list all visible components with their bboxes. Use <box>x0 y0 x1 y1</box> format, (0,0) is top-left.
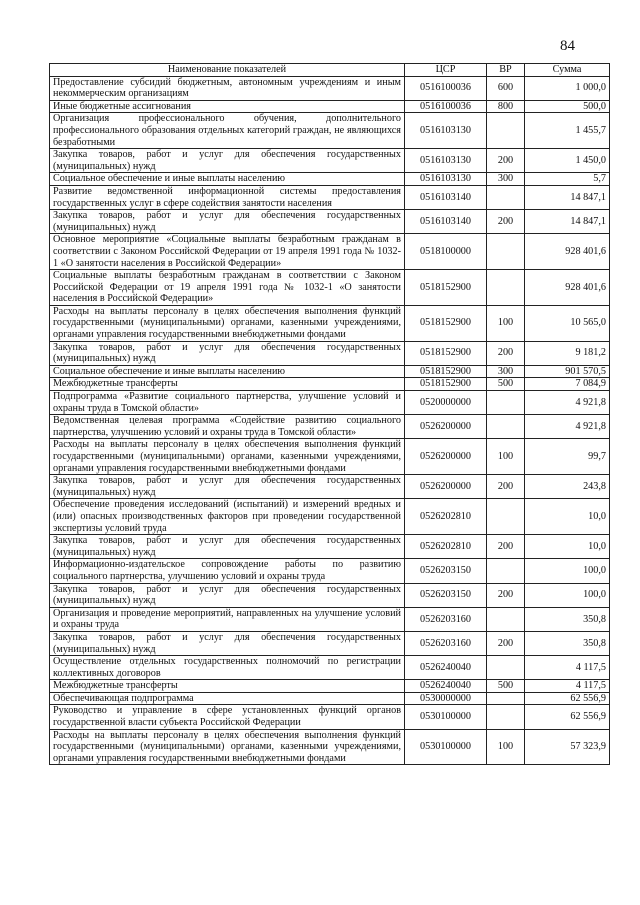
cell-sum: 10 565,0 <box>525 305 610 341</box>
cell-sum: 57 323,9 <box>525 729 610 765</box>
table-row <box>50 656 610 680</box>
cell-sum: 928 401,6 <box>525 270 610 306</box>
table-row <box>50 173 610 186</box>
cell-name: Иные бюджетные ассигнования <box>50 100 405 113</box>
column-header-name: Наименование показателей <box>50 64 405 77</box>
cell-name: Межбюджетные трансферты <box>50 378 405 391</box>
cell-name: Закупка товаров, работ и услуг для обеспечения государственных (муниципальных) нужд <box>50 149 405 173</box>
table-row <box>50 499 610 535</box>
cell-csr: 0516103140 <box>405 185 487 209</box>
table-row <box>50 210 610 234</box>
column-header-csr: ЦСР <box>405 64 487 77</box>
cell-vr: 200 <box>487 583 525 607</box>
table-header-row <box>50 64 610 77</box>
table-row <box>50 631 610 655</box>
cell-name: Социальные выплаты безработным гражданам в соответствии с Законом Российской Федерации от 19 апреля 1991 года № 1032-1 «О занятости населения в Российской Федерации» <box>50 270 405 306</box>
table-row <box>50 185 610 209</box>
cell-csr: 0530000000 <box>405 692 487 705</box>
cell-name: Социальное обеспечение и иные выплаты населению <box>50 365 405 378</box>
table-row <box>50 439 610 475</box>
table-row <box>50 149 610 173</box>
cell-csr: 0518152900 <box>405 341 487 365</box>
cell-csr: 0530100000 <box>405 729 487 765</box>
cell-name: Руководство и управление в сфере установленных функций органов государственной власти субъекта Российской Федерации <box>50 705 405 729</box>
cell-name: Закупка товаров, работ и услуг для обеспечения государственных (муниципальных) нужд <box>50 341 405 365</box>
cell-csr: 0526200000 <box>405 439 487 475</box>
cell-vr: 200 <box>487 210 525 234</box>
cell-name: Расходы на выплаты персоналу в целях обеспечения выполнения функций государственными (муниципальными) органами, казенными учреждениями, органами управления государственными внебюджетными фондами <box>50 729 405 765</box>
table-row <box>50 607 610 631</box>
cell-vr <box>487 113 525 149</box>
cell-csr: 0518152900 <box>405 365 487 378</box>
cell-vr: 200 <box>487 341 525 365</box>
cell-csr: 0516103130 <box>405 113 487 149</box>
table-row <box>50 341 610 365</box>
cell-name: Закупка товаров, работ и услуг для обеспечения государственных (муниципальных) нужд <box>50 210 405 234</box>
cell-vr: 200 <box>487 149 525 173</box>
table-row <box>50 270 610 306</box>
cell-name: Расходы на выплаты персоналу в целях обеспечения выполнения функций государственными (муниципальными) органами, казенными учреждениями, органами управления государственными внебюджетными фондами <box>50 305 405 341</box>
table-row <box>50 365 610 378</box>
cell-name: Основное мероприятие «Социальные выплаты безработным гражданам в соответствии с Законом Российской Федерации от 19 апреля 1991 года № 1032-1 «О занятости населения в Российской Федерации» <box>50 234 405 270</box>
cell-vr: 200 <box>487 631 525 655</box>
column-header-vr: ВР <box>487 64 525 77</box>
cell-csr: 0518152900 <box>405 305 487 341</box>
table-row <box>50 692 610 705</box>
cell-name: Обеспечивающая подпрограмма <box>50 692 405 705</box>
cell-csr: 0526240040 <box>405 680 487 693</box>
cell-vr: 100 <box>487 305 525 341</box>
cell-vr <box>487 499 525 535</box>
cell-name: Подпрограмма «Развитие социального партнерства, улучшение условий и охраны труда в Томской области» <box>50 391 405 415</box>
cell-name: Ведомственная целевая программа «Содействие развитию социального партнерства, улучшению условий и охраны труда в Томской области» <box>50 415 405 439</box>
cell-sum: 5,7 <box>525 173 610 186</box>
cell-vr <box>487 415 525 439</box>
cell-csr: 0516103140 <box>405 210 487 234</box>
cell-name: Предоставление субсидий бюджетным, автономным учреждениям и иным некоммерческим организациям <box>50 76 405 100</box>
cell-csr: 0526240040 <box>405 656 487 680</box>
cell-vr <box>487 185 525 209</box>
cell-sum: 7 084,9 <box>525 378 610 391</box>
cell-csr: 0516103130 <box>405 149 487 173</box>
cell-sum: 243,8 <box>525 475 610 499</box>
cell-csr: 0526200000 <box>405 415 487 439</box>
table-row <box>50 391 610 415</box>
table-row <box>50 113 610 149</box>
cell-sum: 100,0 <box>525 559 610 583</box>
cell-vr: 200 <box>487 535 525 559</box>
cell-csr: 0518152900 <box>405 270 487 306</box>
cell-csr: 0526203150 <box>405 559 487 583</box>
cell-vr <box>487 607 525 631</box>
table-row <box>50 535 610 559</box>
cell-vr: 300 <box>487 365 525 378</box>
cell-vr <box>487 391 525 415</box>
cell-vr: 500 <box>487 680 525 693</box>
table-row <box>50 705 610 729</box>
cell-csr: 0526202810 <box>405 499 487 535</box>
cell-sum: 14 847,1 <box>525 185 610 209</box>
cell-vr <box>487 705 525 729</box>
table-row <box>50 559 610 583</box>
table-row <box>50 100 610 113</box>
cell-sum: 10,0 <box>525 535 610 559</box>
cell-sum: 1 450,0 <box>525 149 610 173</box>
cell-csr: 0526203150 <box>405 583 487 607</box>
cell-name: Закупка товаров, работ и услуг для обеспечения государственных (муниципальных) нужд <box>50 583 405 607</box>
budget-table <box>49 63 610 765</box>
cell-sum: 9 181,2 <box>525 341 610 365</box>
cell-csr: 0530100000 <box>405 705 487 729</box>
cell-csr: 0526203160 <box>405 607 487 631</box>
cell-vr: 100 <box>487 729 525 765</box>
cell-name: Развитие ведомственной информационной системы предоставления государственных услуг в сфере содействия занятости населения <box>50 185 405 209</box>
table-row <box>50 415 610 439</box>
cell-csr: 0518100000 <box>405 234 487 270</box>
table-row <box>50 475 610 499</box>
cell-name: Осуществление отдельных государственных полномочий по регистрации коллективных договоров <box>50 656 405 680</box>
cell-sum: 901 570,5 <box>525 365 610 378</box>
table-row <box>50 680 610 693</box>
cell-vr: 300 <box>487 173 525 186</box>
cell-vr <box>487 692 525 705</box>
cell-csr: 0526200000 <box>405 475 487 499</box>
table-row <box>50 234 610 270</box>
cell-name: Организация профессионального обучения, дополнительного профессионального образования отдельных категорий граждан, не являющихся безработными <box>50 113 405 149</box>
cell-sum: 1 455,7 <box>525 113 610 149</box>
cell-sum: 4 921,8 <box>525 391 610 415</box>
table-row <box>50 305 610 341</box>
cell-sum: 500,0 <box>525 100 610 113</box>
table-row <box>50 378 610 391</box>
cell-vr <box>487 234 525 270</box>
cell-sum: 4 117,5 <box>525 656 610 680</box>
cell-name: Информационно-издательское сопровождение работы по развитию социального партнерства, улучшению условий и охраны труда <box>50 559 405 583</box>
cell-name: Закупка товаров, работ и услуг для обеспечения государственных (муниципальных) нужд <box>50 631 405 655</box>
cell-csr: 0516100036 <box>405 76 487 100</box>
cell-vr: 800 <box>487 100 525 113</box>
cell-sum: 350,8 <box>525 631 610 655</box>
cell-csr: 0518152900 <box>405 378 487 391</box>
cell-sum: 99,7 <box>525 439 610 475</box>
cell-sum: 14 847,1 <box>525 210 610 234</box>
cell-sum: 928 401,6 <box>525 234 610 270</box>
cell-sum: 62 556,9 <box>525 692 610 705</box>
cell-sum: 62 556,9 <box>525 705 610 729</box>
cell-vr <box>487 559 525 583</box>
table-row <box>50 583 610 607</box>
table-row <box>50 729 610 765</box>
cell-vr <box>487 270 525 306</box>
cell-name: Организация и проведение мероприятий, направленных на улучшение условий и охраны труда <box>50 607 405 631</box>
table-row <box>50 76 610 100</box>
cell-name: Закупка товаров, работ и услуг для обеспечения государственных (муниципальных) нужд <box>50 475 405 499</box>
cell-name: Обеспечение проведения исследований (испытаний) и измерений вредных и (или) опасных производственных факторов при проведении государственной экспертизы условий труда <box>50 499 405 535</box>
cell-sum: 10,0 <box>525 499 610 535</box>
cell-name: Межбюджетные трансферты <box>50 680 405 693</box>
cell-csr: 0520000000 <box>405 391 487 415</box>
cell-sum: 4 117,5 <box>525 680 610 693</box>
page-number: 84 <box>560 38 575 54</box>
cell-vr: 200 <box>487 475 525 499</box>
cell-sum: 350,8 <box>525 607 610 631</box>
column-header-sum: Сумма <box>525 64 610 77</box>
cell-csr: 0526202810 <box>405 535 487 559</box>
cell-csr: 0516103130 <box>405 173 487 186</box>
cell-vr: 600 <box>487 76 525 100</box>
cell-csr: 0526203160 <box>405 631 487 655</box>
cell-sum: 100,0 <box>525 583 610 607</box>
cell-vr: 500 <box>487 378 525 391</box>
cell-vr <box>487 656 525 680</box>
cell-name: Расходы на выплаты персоналу в целях обеспечения выполнения функций государственными (муниципальными) органами, казенными учреждениями, органами управления государственными внебюджетными фондами <box>50 439 405 475</box>
cell-sum: 4 921,8 <box>525 415 610 439</box>
cell-csr: 0516100036 <box>405 100 487 113</box>
cell-vr: 100 <box>487 439 525 475</box>
cell-sum: 1 000,0 <box>525 76 610 100</box>
cell-name: Социальное обеспечение и иные выплаты населению <box>50 173 405 186</box>
cell-name: Закупка товаров, работ и услуг для обеспечения государственных (муниципальных) нужд <box>50 535 405 559</box>
